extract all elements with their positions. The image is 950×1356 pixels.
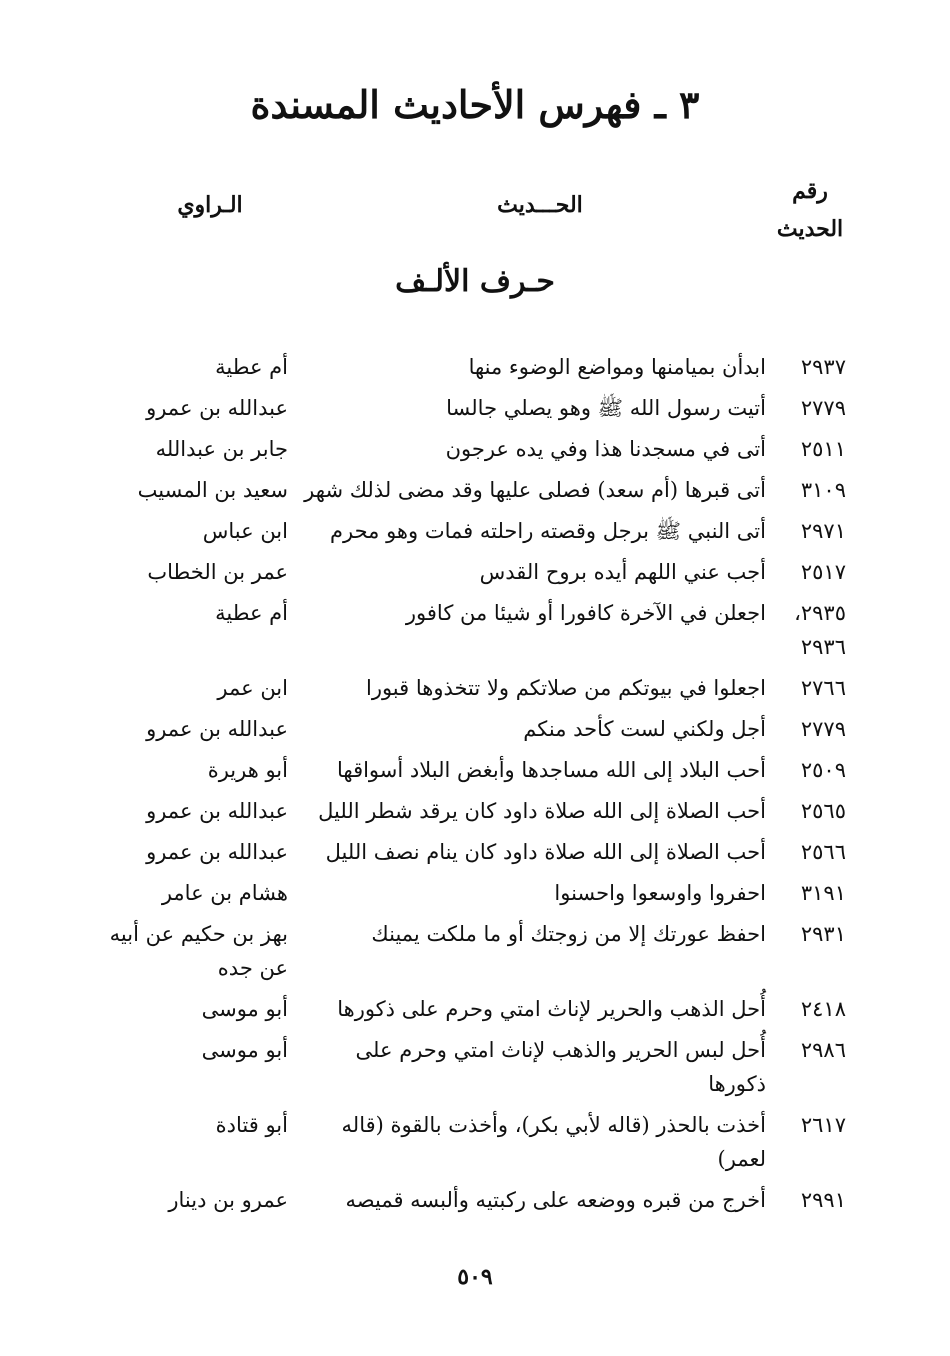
index-row [0, 712, 950, 746]
narrator-name: أبو موسى [201, 997, 288, 1021]
section-heading: حـرف الألـف [395, 264, 555, 299]
hadith-index-list [0, 350, 950, 1224]
hadith-text: أتى قبرها (أم سعد) فصلى عليها وقد مضى لذلك شهر [304, 478, 766, 502]
index-row [0, 432, 950, 466]
hadith-number: ٢٧٧٩ [800, 396, 846, 420]
hadith-number: ٢٩٧١ [800, 519, 846, 543]
narrator-name: أبو قتادة [215, 1113, 288, 1137]
page-title: ٣ ـ فهرس الأحاديث المسندة [250, 82, 700, 127]
index-row [0, 835, 950, 869]
narrator-name: عبدالله بن عمرو [146, 799, 288, 823]
hadith-text: اجعلوا في بيوتكم من صلاتكم ولا تتخذوها قبورا [365, 676, 766, 700]
narrator-name: سعيد بن المسيب [137, 478, 288, 502]
hadith-text: أتيت رسول الله ﷺ وهو يصلي جالسا [446, 396, 766, 420]
hadith-number: ٢٩٣٥، ٢٩٣٦ [794, 601, 846, 659]
index-row [0, 1033, 950, 1101]
hadith-text: أخذت بالحذر (قاله لأبي بكر)، وأخذت بالقوة (قاله لعمر) [341, 1113, 766, 1171]
index-row [0, 753, 950, 787]
narrator-name: هشام بن عامر [161, 881, 288, 905]
hadith-number: ٢٥٠٩ [800, 758, 846, 782]
narrator-name: ابن عباس [202, 519, 288, 543]
hadith-number: ٢٤١٨ [800, 997, 846, 1021]
hadith-text: أجل ولكني لست كأحد منكم [523, 717, 766, 741]
narrator-name: عمر بن الخطاب [147, 560, 288, 584]
hadith-text: أجب عني اللهم أيده بروح القدس [479, 560, 766, 584]
narrator-name: بهز بن حكيم عن أبيه عن جده [109, 922, 288, 980]
hadith-number: ٢٩٣٧ [800, 355, 846, 379]
index-row [0, 391, 950, 425]
hadith-number: ٢٩٣١ [800, 922, 846, 946]
hadith-number: ٢٩٩١ [800, 1188, 846, 1212]
hadith-number: ٢٥١٧ [800, 560, 846, 584]
index-row [0, 350, 950, 384]
hadith-text: احفظ عورتك إلا من زوجتك أو ما ملكت يمينك [371, 922, 766, 946]
hadith-text: ابدأن بميامنها ومواضع الوضوء منها [468, 355, 766, 379]
narrator-name: أم عطية [215, 355, 288, 379]
hadith-text: احفروا واوسعوا واحسنوا [554, 881, 766, 905]
index-row [0, 514, 950, 548]
column-header-narrator: الـراوي [177, 192, 243, 218]
hadith-number: ٢٥٦٥ [800, 799, 846, 823]
narrator-name: أبو هريرة [207, 758, 288, 782]
narrator-name: عبدالله بن عمرو [146, 840, 288, 864]
column-header-number: رقم الحديث [776, 178, 844, 242]
index-row [0, 555, 950, 589]
hadith-number: ٢٥٦٦ [800, 840, 846, 864]
hadith-text: أحب البلاد إلى الله مساجدها وأبغض البلاد أسواقها [336, 758, 766, 782]
hadith-text: أحب الصلاة إلى الله صلاة داود كان ينام نصف الليل [325, 840, 766, 864]
index-row [0, 596, 950, 664]
hadith-number: ٢٧٧٩ [800, 717, 846, 741]
index-row [0, 671, 950, 705]
hadith-text: أتى النبي ﷺ برجل وقصته راحلته فمات وهو محرم [330, 519, 766, 543]
narrator-name: ابن عمر [217, 676, 288, 700]
hadith-number: ٣١٩١ [800, 881, 846, 905]
hadith-text: أخرج من قبره ووضعه على ركبتيه وألبسه قميصه [345, 1188, 766, 1212]
index-row [0, 876, 950, 910]
hadith-number: ٣١٠٩ [800, 478, 846, 502]
hadith-number: ٢٩٨٦ [800, 1038, 846, 1062]
narrator-name: أم عطية [215, 601, 288, 625]
index-row [0, 1108, 950, 1176]
hadith-text: أتى في مسجدنا هذا وفي يده عرجون [445, 437, 766, 461]
hadith-text: أحب الصلاة إلى الله صلاة داود كان يرقد شطر الليل [318, 799, 766, 823]
hadith-text: أُحل لبس الحرير والذهب لإناث امتي وحرم على ذكورها [355, 1038, 766, 1096]
index-row [0, 473, 950, 507]
hadith-number: ٢٥١١ [800, 437, 846, 461]
narrator-name: عبدالله بن عمرو [146, 717, 288, 741]
narrator-name: عمرو بن دينار [168, 1188, 288, 1212]
hadith-text: أُحل الذهب والحرير لإناث امتي وحرم على ذكورها [337, 997, 766, 1021]
index-row [0, 992, 950, 1026]
narrator-name: جابر بن عبدالله [155, 437, 288, 461]
index-row [0, 794, 950, 828]
narrator-name: أبو موسى [201, 1038, 288, 1062]
hadith-number: ٢٧٦٦ [800, 676, 846, 700]
column-header-hadith: الحـــديث [497, 192, 583, 218]
index-row [0, 1183, 950, 1217]
page-number: ٥٠٩ [457, 1264, 493, 1290]
hadith-number: ٢٦١٧ [800, 1113, 846, 1137]
index-row [0, 917, 950, 985]
narrator-name: عبدالله بن عمرو [146, 396, 288, 420]
hadith-text: اجعلن في الآخرة كافورا أو شيئا من كافور [405, 601, 766, 625]
